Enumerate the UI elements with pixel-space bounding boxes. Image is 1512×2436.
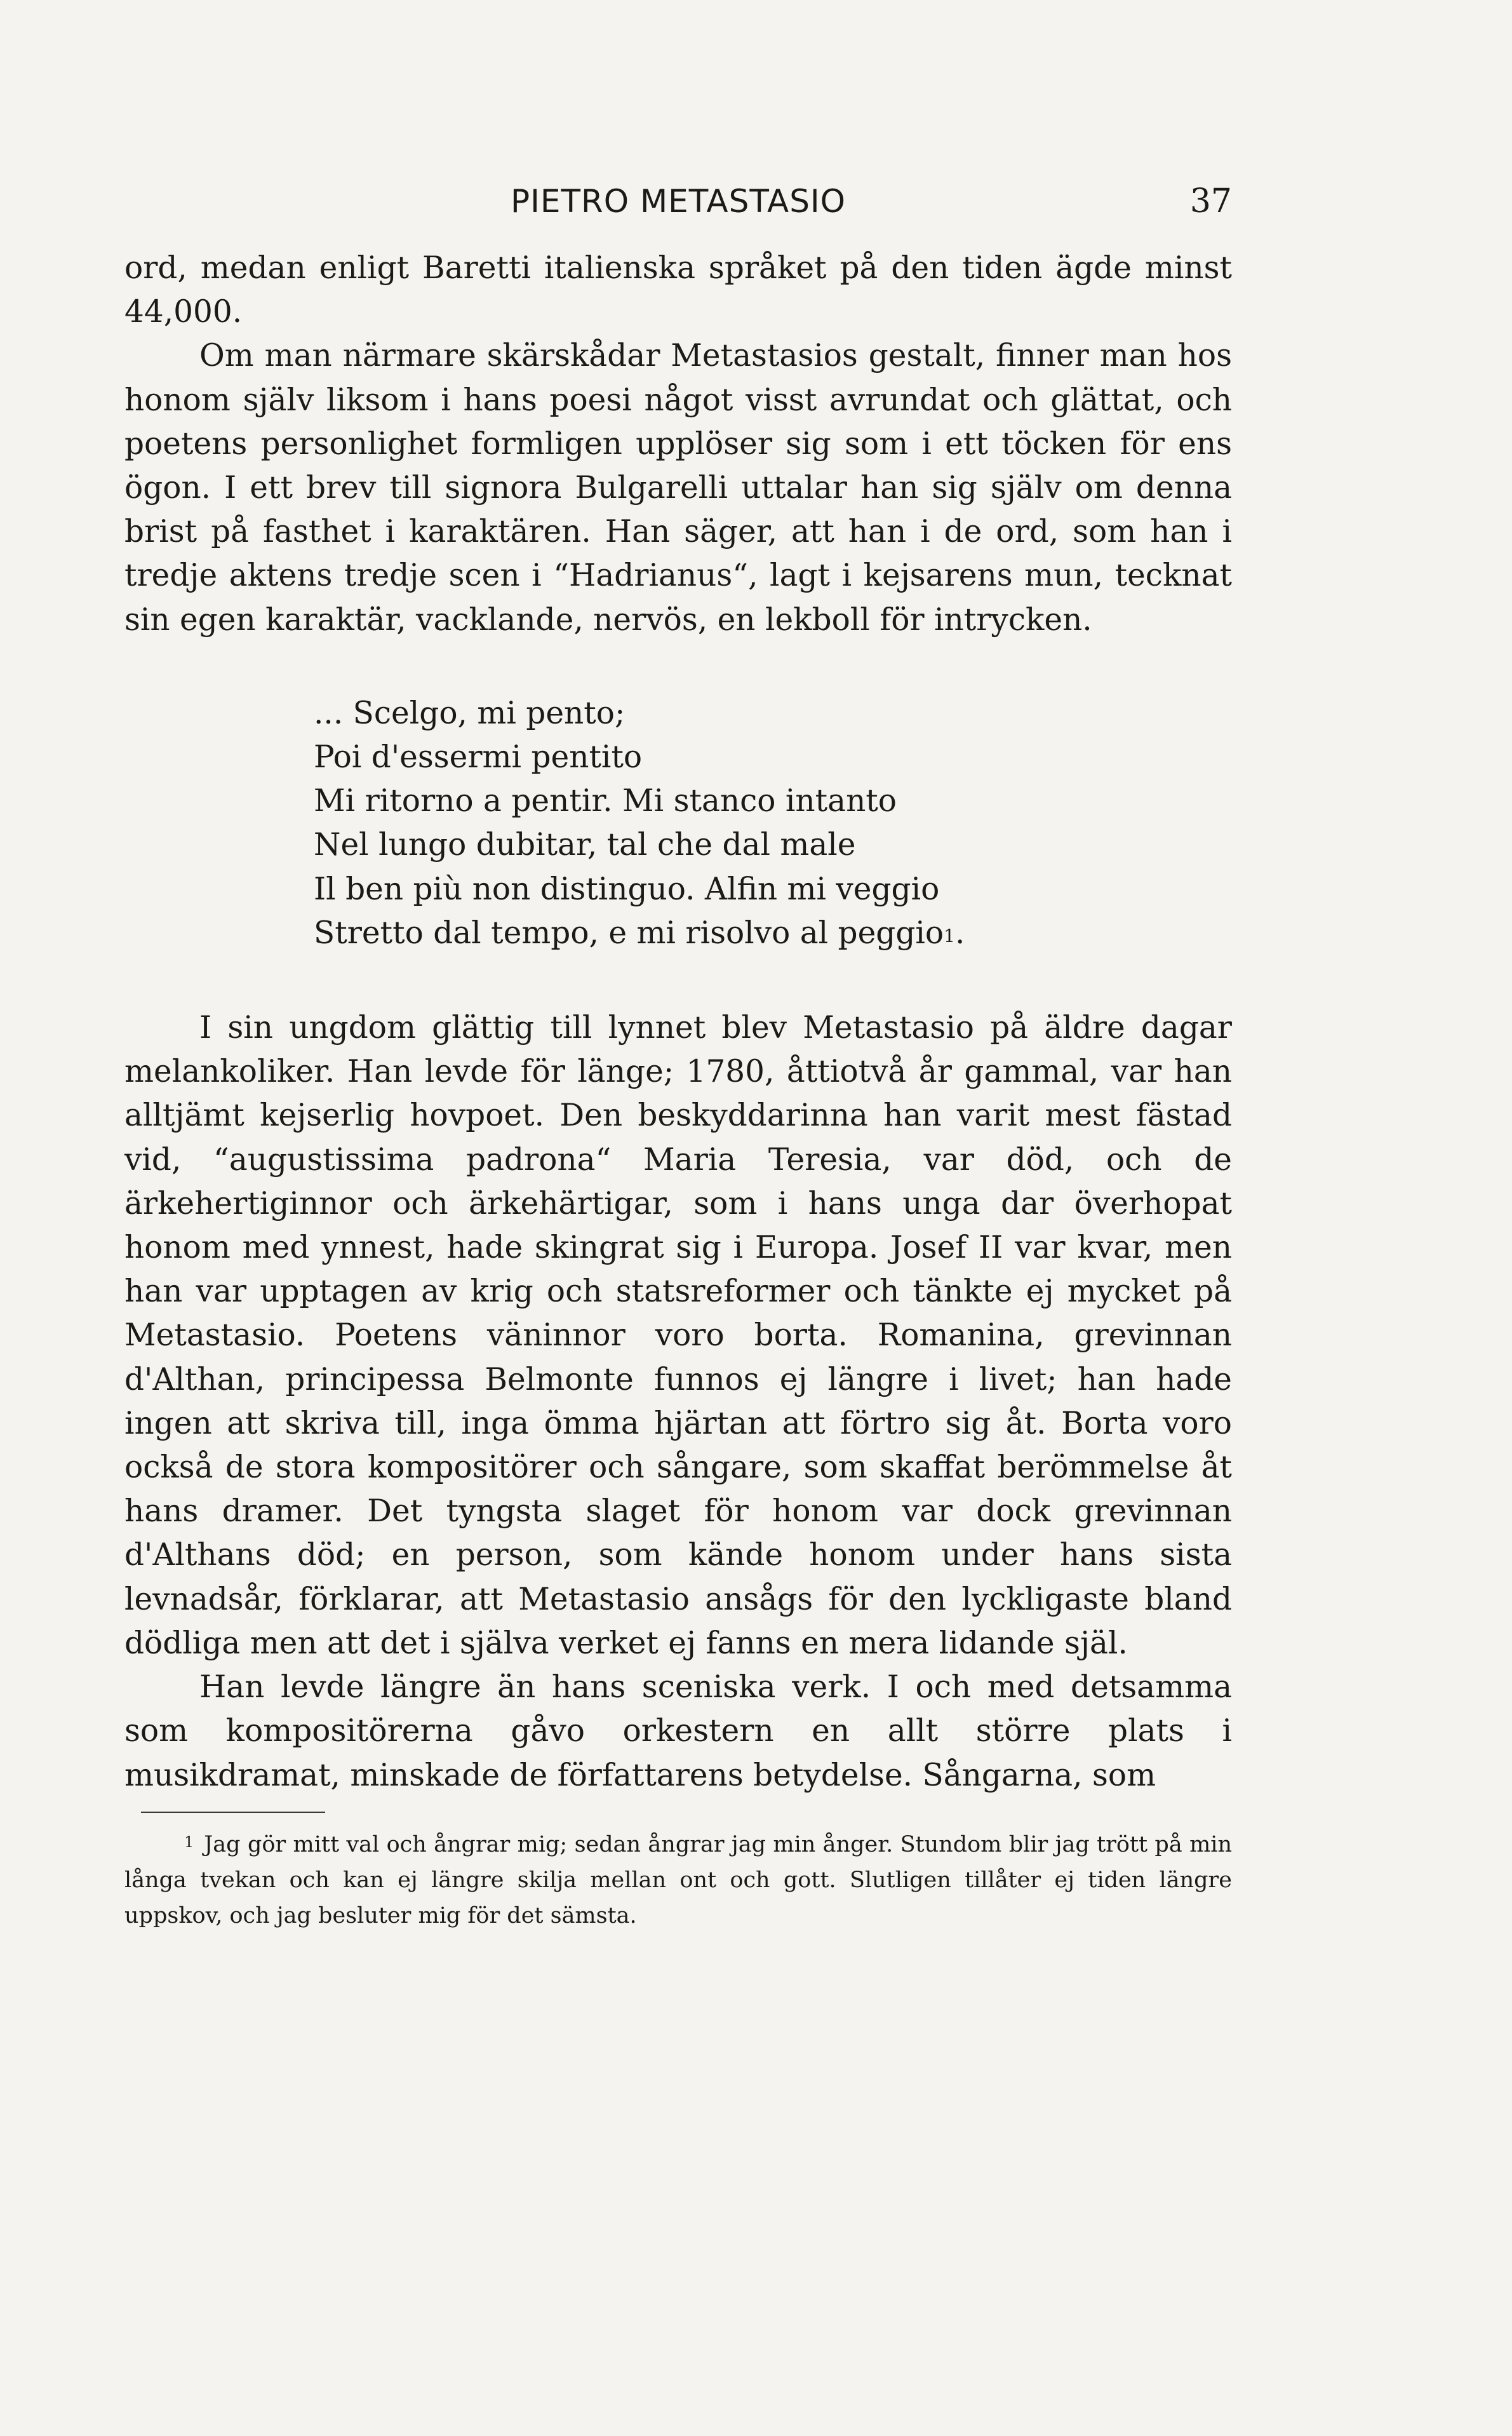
verse-line: Poi d'essermi pentito bbox=[314, 739, 643, 776]
running-header bbox=[124, 179, 1232, 224]
verse-line: Il ben più non distinguo. Alfin mi veggio bbox=[314, 871, 940, 907]
footnote-divider bbox=[141, 1812, 325, 1813]
footnote bbox=[124, 1827, 1232, 1934]
verse-line: Mi ritorno a pentir. Mi stanco intanto bbox=[314, 783, 897, 819]
footnote-text: Jag gör mitt val och ångrar mig; sedan ångrar jag min ånger. Stundom blir jag trött på min långa tvekan och kan ej längre skilja mellan ont och gott. Slutligen tillåter ej tiden längre uppskov, och jag besluter mig för det sämsta. bbox=[124, 1831, 1232, 1928]
paragraph: Han levde längre än hans sceniska verk. I och med detsamma som kompositörerna gåvo orkestern en allt större plats i musikdramat, minskade de författarens betydelse. Sångarna, som bbox=[124, 1669, 1232, 1793]
verse-quotation bbox=[314, 692, 1232, 955]
paragraph: I sin ungdom glättig till lynnet blev Metastasio på äldre dagar melankoliker. Han levde för länge; 1780, åttiotvå år gammal, var han alltjämt kejserlig hovpoet. Den beskyddarinna han varit mest fästad vid, “augustissima padrona“ Maria Teresia, var död, och de ärkehertiginnor och ärkehärtigar, som i hans unga dar överhopat honom med ynnest, hade skingrat sig i Europa. Josef II var kvar, men han var upptagen av krig och statsreformer och tänkte ej mycket på Metastasio. Poetens väninnor voro borta. Romanina, grevinnan d'Althan, principessa Belmonte funnos ej längre i livet; han hade ingen att skriva till, inga ömma hjärtan att förtro sig åt. Borta voro också de stora kompositörer och sångare, som skaffat berömmelse åt hans dramer. Det tyngsta slaget för honom var dock grevinnan d'Althans död; en person, som kände honom under hans sista levnadsår, förklarar, att Metastasio ansågs för den lyckligaste bland dödliga men att det i själva verket ej fanns en mera lidande själ. bbox=[124, 1010, 1232, 1661]
verse-line-last bbox=[314, 912, 1232, 955]
running-title: PIETRO METASTASIO bbox=[510, 183, 846, 220]
verse-end-punct: . bbox=[954, 915, 965, 951]
footnote-marker: 1 bbox=[184, 1833, 194, 1851]
paragraph-continued: ord, medan enligt Baretti italienska språket på den tiden ägde minst 44,000. bbox=[124, 250, 1232, 330]
footnote-reference[interactable]: 1 bbox=[944, 925, 955, 946]
main-text bbox=[124, 246, 1232, 1934]
verse-line: ... Scelgo, mi pento; bbox=[314, 695, 626, 731]
verse-line: Nel lungo dubitar, tal che dal male bbox=[314, 827, 856, 863]
verse-line-text: Stretto dal tempo, e mi risolvo al peggio bbox=[314, 915, 944, 951]
paragraph: Om man närmare skärskådar Metastasios gestalt, finner man hos honom själv liksom i hans poesi något visst avrundat och glättat, och poetens personlighet formligen upplöser sig som i ett töcken för ens ögon. I ett brev till signora Bulgarelli uttalar han sig själv om denna brist på fasthet i karaktären. Han säger, att han i de ord, som han i tredje aktens tredje scen i “Hadrianus“, lagt i kejsarens mun, tecknat sin egen karaktär, vacklande, nervös, en lekboll för intrycken. bbox=[124, 338, 1232, 638]
page-number: 37 bbox=[1189, 182, 1232, 220]
